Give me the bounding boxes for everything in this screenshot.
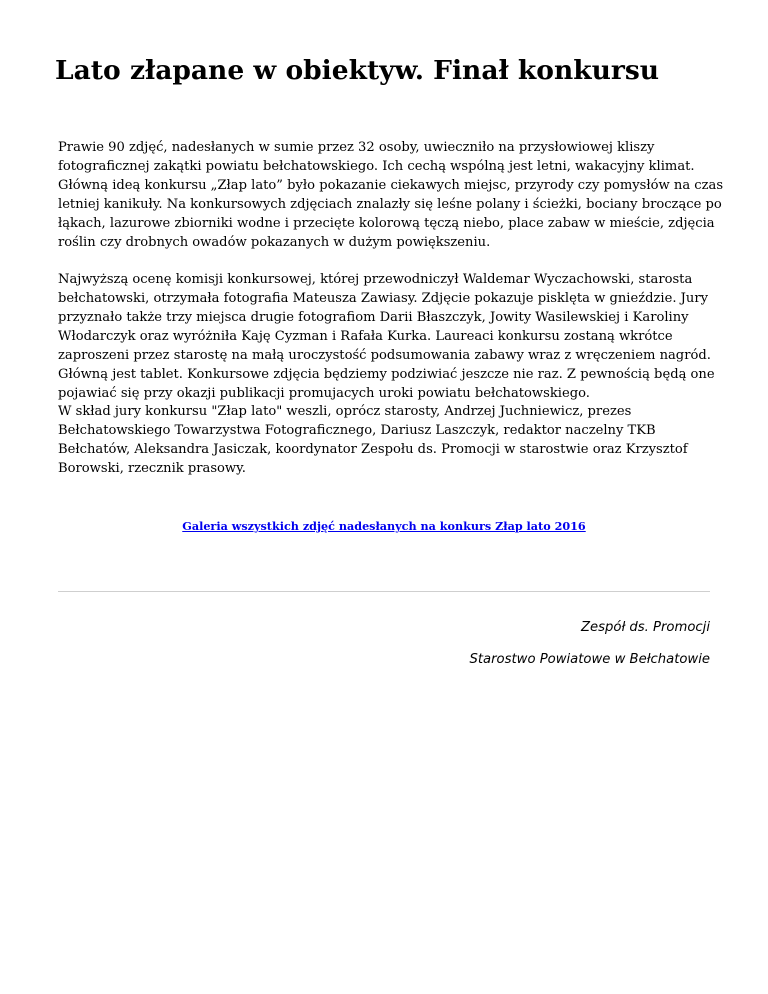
paragraph-line: Najwyższą ocenę komisji konkursowej, której przewodniczył Waldemar Wyczachowski, starosta — [58, 272, 693, 287]
signature-office: Starostwo Powiatowe w Bełchatowie — [469, 652, 710, 667]
paragraph-line: Borowski, rzecznik prasowy. — [58, 461, 246, 476]
paragraph-line: pojawiać się przy okazji publikacji promujacych uroki powiatu bełchatowskiego. — [58, 386, 590, 401]
gallery-link[interactable]: Galeria wszystkich zdjęć nadesłanych na konkurs Złap lato 2016 — [182, 519, 586, 533]
paragraph-results — [58, 270, 715, 403]
paragraph-line: fotograficznej zakątki powiatu bełchatowskiego. Ich cechą wspólną jest letni, wakacyjny klimat. — [58, 159, 695, 174]
paragraph-line: zaproszeni przez starostę na małą uroczystość podsumowania zabawy wraz z wręczeniem nagród. — [58, 348, 711, 363]
paragraph-intro — [58, 138, 724, 252]
signature-team: Zespół ds. Promocji — [581, 620, 710, 635]
paragraph-line: przyznało także trzy miejsca drugie fotografiom Darii Błaszczyk, Jowity Wasilewskiej i Karoliny — [58, 310, 689, 325]
paragraph-line: Bełchatów, Aleksandra Jasiczak, koordynator Zespołu ds. Promocji w starostwie oraz Krzysztof — [58, 442, 688, 457]
gallery-link-container — [58, 517, 710, 535]
divider — [58, 591, 710, 592]
paragraph-line: Prawie 90 zdjęć, nadesłanych w sumie przez 32 osoby, uwieczniło na przysłowiowej kliszy — [58, 140, 655, 155]
paragraph-line: bełchatowski, otrzymała fotografia Mateusza Zawiasy. Zdjęcie pokazuje pisklęta w gnieździe. Jury — [58, 291, 708, 306]
paragraph-line: roślin czy drobnych owadów pokazanych w dużym powiększeniu. — [58, 235, 491, 250]
article-title: Lato złapane w obiektyw. Finał konkursu — [55, 55, 660, 86]
paragraph-line: W skład jury konkursu "Złap lato" weszli, oprócz starosty, Andrzej Juchniewicz, prezes — [58, 404, 632, 419]
paragraph-line: Włodarczyk oraz wyróżniła Kaję Cyzman i Rafała Kurka. Laureaci konkursu zostaną wkrótce — [58, 329, 673, 344]
paragraph-line: Główną jest tablet. Konkursowe zdjęcia będziemy podziwiać jeszcze nie raz. Z pewnością będą one — [58, 367, 715, 382]
paragraph-line: łąkach, lazurowe zbiorniki wodne i przecięte kolorową tęczą niebo, place zabaw w mieście, zdjęcia — [58, 216, 715, 231]
paragraph-jury — [58, 402, 710, 478]
paragraph-line: Główną ideą konkursu „Złap lato” było pokazanie ciekawych miejsc, przyrody czy pomysłów na czas — [58, 178, 724, 193]
paragraph-line: Bełchatowskiego Towarzystwa Fotograficznego, Dariusz Laszczyk, redaktor naczelny TKB — [58, 423, 656, 438]
paragraph-line: letniej kanikuły. Na konkursowych zdjęciach znalazły się leśne polany i ścieżki, bociany broczące po — [58, 197, 722, 212]
